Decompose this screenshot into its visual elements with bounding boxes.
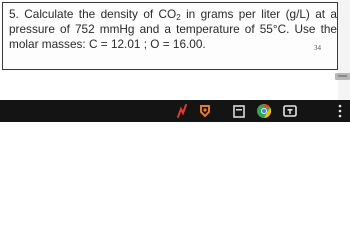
question-line3: molar masses: C = 12.01 ; O = 16.00. — [9, 37, 206, 51]
teams-icon[interactable] — [282, 103, 298, 119]
question-line2: pressure of 752 mmHg and a temperature of 55°C. Use the — [9, 22, 337, 36]
question-text — [9, 7, 337, 52]
side-panel-icon[interactable] — [335, 73, 350, 80]
question-card — [2, 2, 338, 70]
more-dots-icon[interactable] — [336, 103, 344, 119]
app-orange-icon[interactable] — [198, 103, 212, 119]
folder-icon[interactable] — [232, 103, 246, 119]
chrome-icon[interactable] — [256, 103, 272, 119]
question-line1-post: in grams per liter (g/L) at a — [180, 7, 337, 21]
page-number: 34 — [314, 44, 321, 52]
question-line1-pre: Calculate the density of CO — [24, 7, 177, 21]
app-red-icon[interactable] — [176, 103, 188, 119]
question-line1-subscript: 2 — [176, 13, 181, 22]
question-number: 5. — [9, 7, 19, 21]
